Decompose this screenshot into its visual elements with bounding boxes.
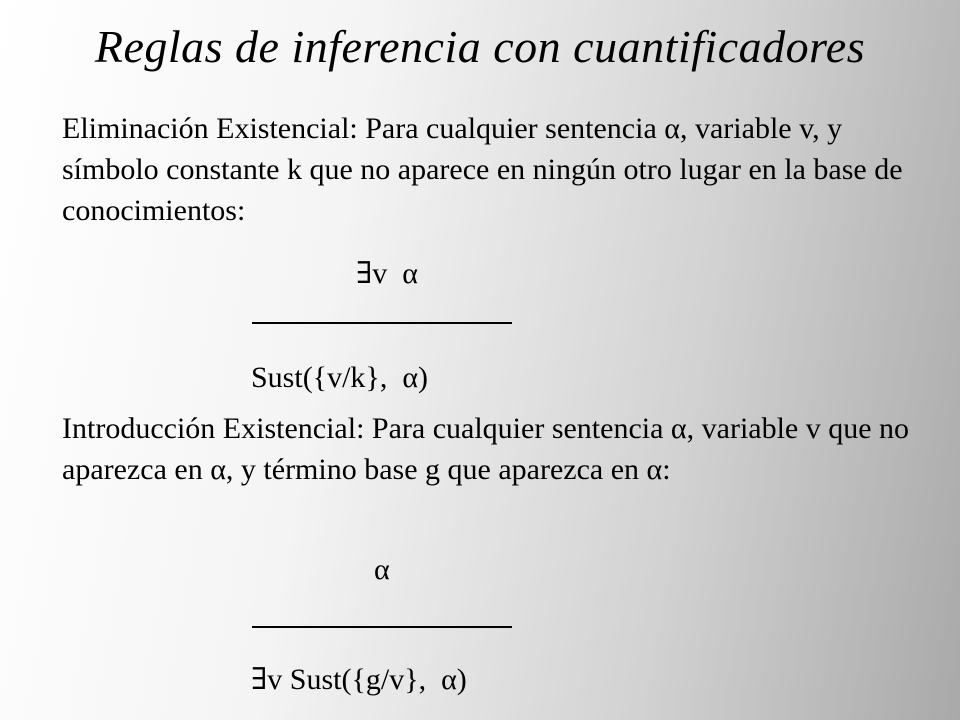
inference-line	[252, 626, 512, 628]
inference-line	[252, 322, 512, 324]
existential-introduction-definition: Introducción Existencial: Para cualquier sentencia α, variable v que no aparezca en α, y término base g que aparezca en α:	[62, 412, 910, 486]
existential-elimination-definition: Eliminación Existencial: Para cualquier sentencia α, variable v, y símbolo constante k que no aparece en ningún otro lugar en la base de conocimientos:	[62, 112, 903, 227]
existential-elimination-premise: ∃v α	[356, 257, 418, 290]
existential-elimination-conclusion: Sust({v/k}, α)	[251, 361, 429, 394]
existential-introduction-conclusion: ∃v Sust({g/v}, α)	[251, 663, 467, 696]
slide-title: Reglas de inferencia con cuantificadores	[94, 21, 866, 72]
existential-introduction-premise: α	[374, 553, 390, 586]
